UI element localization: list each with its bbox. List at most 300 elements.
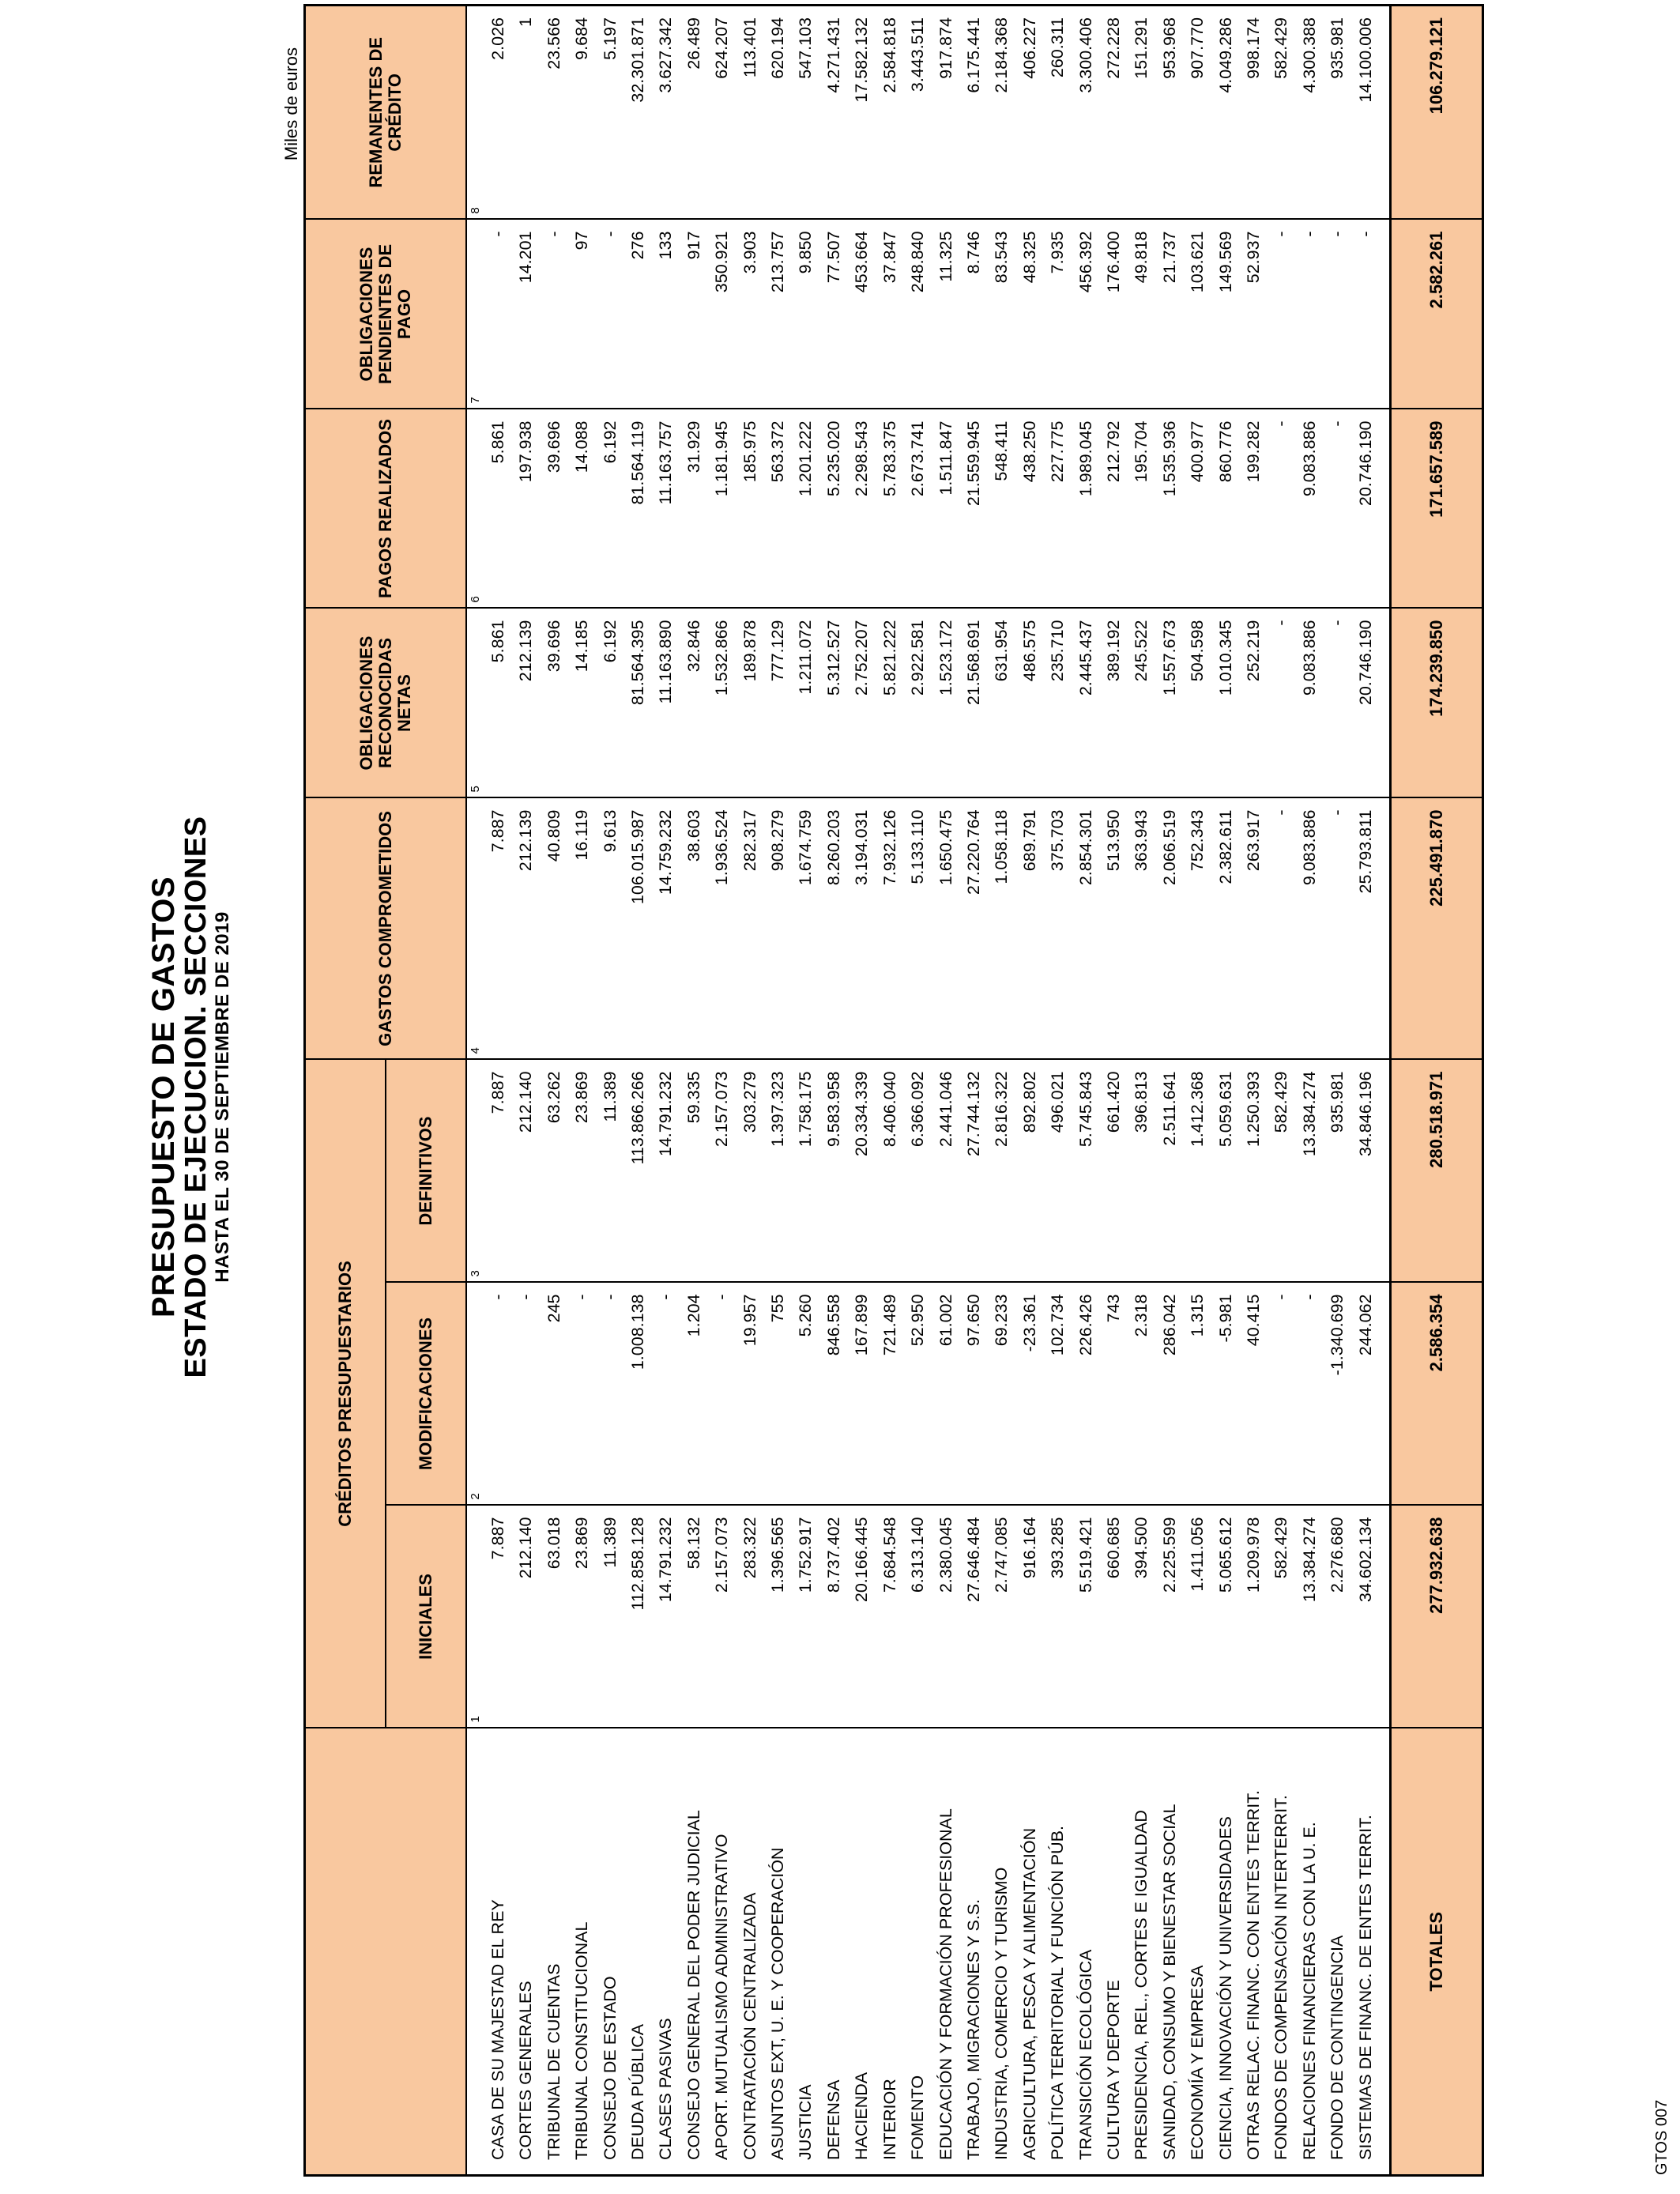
cell-iniciales: 7.684.548 <box>876 1506 904 1728</box>
cell-iniciales: 13.384.274 <box>1296 1506 1324 1728</box>
section-name: SANIDAD, CONSUMO Y BIENESTAR SOCIAL <box>1156 1728 1184 2176</box>
cell-modificaciones: 1.315 <box>1184 1283 1211 1506</box>
cell-obligaciones: - <box>1268 609 1295 798</box>
cell-obligaciones: 5.312.527 <box>820 609 848 798</box>
cell-definitivos: 2.441.046 <box>932 1060 960 1283</box>
cell-pagos: 185.975 <box>736 409 764 609</box>
totals-label: TOTALES <box>1391 1728 1483 2176</box>
cell-iniciales: 2.157.073 <box>708 1506 736 1728</box>
cell-pagos: 9.083.886 <box>1296 409 1324 609</box>
column-index <box>466 798 484 1060</box>
cell-pagos: 195.704 <box>1128 409 1155 609</box>
cell-pendientes: 14.201 <box>512 220 540 409</box>
cell-pendientes: 9.850 <box>792 220 819 409</box>
cell-gastos: 25.793.811 <box>1352 798 1391 1060</box>
table-row <box>1044 6 1072 2176</box>
cell-pagos: 31.929 <box>680 409 708 609</box>
cell-pendientes: 7.935 <box>1044 220 1072 409</box>
cell-definitivos: 23.869 <box>568 1060 596 1283</box>
cell-remanentes: 620.194 <box>764 6 792 220</box>
cell-definitivos: 212.140 <box>512 1060 540 1283</box>
cell-gastos: 8.260.203 <box>820 798 848 1060</box>
cell-remanentes: 3.300.406 <box>1072 6 1100 220</box>
cell-pagos: 548.411 <box>988 409 1015 609</box>
cell-definitivos: 14.791.232 <box>652 1060 680 1283</box>
section-name: CLASES PASIVAS <box>652 1728 680 2176</box>
cell-obligaciones: 20.746.190 <box>1352 609 1391 798</box>
column-index <box>466 409 484 609</box>
cell-iniciales: 27.646.484 <box>960 1506 988 1728</box>
document-date: HASTA EL 30 DE SEPTIEMBRE DE 2019 <box>212 911 233 1283</box>
table-row <box>904 6 932 2176</box>
section-name: TRIBUNAL DE CUENTAS <box>541 1728 568 2176</box>
cell-iniciales: 393.285 <box>1044 1506 1072 1728</box>
cell-pendientes: 97 <box>568 220 596 409</box>
column-index-1: 1 <box>469 1716 482 1723</box>
cell-obligaciones: 14.185 <box>568 609 596 798</box>
cell-modificaciones: 1.204 <box>680 1283 708 1506</box>
cell-pagos: 400.977 <box>1184 409 1211 609</box>
cell-modificaciones: 245 <box>541 1283 568 1506</box>
cell-gastos: - <box>1268 798 1295 1060</box>
cell-pendientes: 248.840 <box>904 220 932 409</box>
cell-gastos: 7.887 <box>484 798 512 1060</box>
cell-gastos: 106.015.987 <box>624 798 652 1060</box>
budget-table <box>303 4 1484 2177</box>
cell-remanentes: 9.684 <box>568 6 596 220</box>
table-row <box>764 6 792 2176</box>
table-row <box>624 6 652 2176</box>
cell-pagos: - <box>1324 409 1351 609</box>
column-index-row <box>466 6 484 2176</box>
column-index <box>466 1506 484 1728</box>
cell-obligaciones: 1.523.172 <box>932 609 960 798</box>
section-name: FONDO DE CONTINGENCIA <box>1324 1728 1351 2176</box>
cell-obligaciones: 486.575 <box>1016 609 1044 798</box>
cell-pendientes: - <box>597 220 624 409</box>
totals-gastos: 225.491.870 <box>1391 798 1483 1060</box>
totals-remanentes: 106.279.121 <box>1391 6 1483 220</box>
cell-obligaciones: 81.564.395 <box>624 609 652 798</box>
column-index-4: 4 <box>469 1047 482 1054</box>
cell-modificaciones: -23.361 <box>1016 1283 1044 1506</box>
section-name: INTERIOR <box>876 1728 904 2176</box>
cell-modificaciones: 743 <box>1100 1283 1128 1506</box>
cell-definitivos: 1.412.368 <box>1184 1060 1211 1283</box>
cell-modificaciones: - <box>1268 1283 1295 1506</box>
cell-definitivos: 6.366.092 <box>904 1060 932 1283</box>
table-row <box>792 6 819 2176</box>
cell-gastos: 1.674.759 <box>792 798 819 1060</box>
section-name: CONSEJO DE ESTADO <box>597 1728 624 2176</box>
cell-gastos: 2.382.611 <box>1212 798 1240 1060</box>
cell-gastos: 2.066.519 <box>1156 798 1184 1060</box>
cell-definitivos: 1.250.393 <box>1240 1060 1268 1283</box>
cell-pagos: 860.776 <box>1212 409 1240 609</box>
table-row <box>708 6 736 2176</box>
cell-pendientes: - <box>1352 220 1391 409</box>
cell-modificaciones: 19.957 <box>736 1283 764 1506</box>
cell-iniciales: 283.322 <box>736 1506 764 1728</box>
cell-iniciales: 2.747.085 <box>988 1506 1015 1728</box>
cell-pendientes: - <box>484 220 512 409</box>
cell-obligaciones: 11.163.890 <box>652 609 680 798</box>
cell-iniciales: 7.887 <box>484 1506 512 1728</box>
section-name: DEFENSA <box>820 1728 848 2176</box>
cell-gastos: 14.759.232 <box>652 798 680 1060</box>
cell-obligaciones: 235.710 <box>1044 609 1072 798</box>
cell-obligaciones: 1.010.345 <box>1212 609 1240 798</box>
cell-pagos: 5.861 <box>484 409 512 609</box>
cell-iniciales: 23.869 <box>568 1506 596 1728</box>
cell-remanentes: 4.300.388 <box>1296 6 1324 220</box>
cell-iniciales: 394.500 <box>1128 1506 1155 1728</box>
totals-row <box>1391 6 1483 2176</box>
cell-definitivos: 5.745.843 <box>1072 1060 1100 1283</box>
cell-gastos: 38.603 <box>680 798 708 1060</box>
cell-remanentes: 547.103 <box>792 6 819 220</box>
cell-gastos: 9.083.886 <box>1296 798 1324 1060</box>
cell-pendientes: 52.937 <box>1240 220 1268 409</box>
section-name: CORTES GENERALES <box>512 1728 540 2176</box>
section-name: AGRICULTURA, PESCA Y ALIMENTACIÓN <box>1016 1728 1044 2176</box>
cell-remanentes: 260.311 <box>1044 6 1072 220</box>
header-obligaciones: OBLIGACIONES RECONOCIDAS NETAS <box>305 609 467 798</box>
cell-definitivos: 892.802 <box>1016 1060 1044 1283</box>
cell-obligaciones: 389.192 <box>1100 609 1128 798</box>
cell-pendientes: 83.543 <box>988 220 1015 409</box>
cell-pagos: 1.989.045 <box>1072 409 1100 609</box>
cell-pendientes: - <box>541 220 568 409</box>
column-index <box>466 220 484 409</box>
cell-obligaciones: 252.219 <box>1240 609 1268 798</box>
cell-modificaciones: 755 <box>764 1283 792 1506</box>
cell-pendientes: 133 <box>652 220 680 409</box>
cell-modificaciones: -5.981 <box>1212 1283 1240 1506</box>
cell-obligaciones: 9.083.886 <box>1296 609 1324 798</box>
totals-modificaciones: 2.586.354 <box>1391 1283 1483 1506</box>
table-row <box>484 6 512 2176</box>
cell-modificaciones: 721.489 <box>876 1283 904 1506</box>
cell-gastos: 3.194.031 <box>848 798 876 1060</box>
column-index-8: 8 <box>469 207 482 214</box>
header-modificaciones: MODIFICACIONES <box>386 1283 466 1506</box>
cell-definitivos: 2.816.322 <box>988 1060 1015 1283</box>
cell-iniciales: 212.140 <box>512 1506 540 1728</box>
cell-gastos: 689.791 <box>1016 798 1044 1060</box>
cell-remanentes: 953.968 <box>1156 6 1184 220</box>
cell-obligaciones: 245.522 <box>1128 609 1155 798</box>
units-label: Miles de euros <box>281 47 301 161</box>
cell-pendientes: - <box>1268 220 1295 409</box>
section-name: INDUSTRIA, COMERCIO Y TURISMO <box>988 1728 1015 2176</box>
cell-gastos: 363.943 <box>1128 798 1155 1060</box>
cell-gastos: 375.703 <box>1044 798 1072 1060</box>
cell-pendientes: - <box>1324 220 1351 409</box>
cell-remanentes: 3.443.511 <box>904 6 932 220</box>
section-name: CONTRATACIÓN CENTRALIZADA <box>736 1728 764 2176</box>
cell-remanentes: 23.566 <box>541 6 568 220</box>
cell-iniciales: 1.209.978 <box>1240 1506 1268 1728</box>
cell-pagos: 563.372 <box>764 409 792 609</box>
cell-gastos: 7.932.126 <box>876 798 904 1060</box>
cell-pendientes: 456.392 <box>1072 220 1100 409</box>
cell-modificaciones: 1.008.138 <box>624 1283 652 1506</box>
table-row <box>652 6 680 2176</box>
cell-gastos: - <box>1324 798 1351 1060</box>
cell-obligaciones: 6.192 <box>597 609 624 798</box>
cell-modificaciones: 846.558 <box>820 1283 848 1506</box>
cell-iniciales: 660.685 <box>1100 1506 1128 1728</box>
cell-obligaciones: 5.821.222 <box>876 609 904 798</box>
table-row <box>932 6 960 2176</box>
cell-obligaciones: 2.445.437 <box>1072 609 1100 798</box>
cell-remanentes: 2.584.818 <box>876 6 904 220</box>
table-row <box>820 6 848 2176</box>
cell-definitivos: 8.406.040 <box>876 1060 904 1283</box>
cell-definitivos: 113.866.266 <box>624 1060 652 1283</box>
cell-pagos: 1.181.945 <box>708 409 736 609</box>
cell-obligaciones: 5.861 <box>484 609 512 798</box>
totals-pagos: 171.657.589 <box>1391 409 1483 609</box>
table-row <box>568 6 596 2176</box>
cell-pendientes: 103.621 <box>1184 220 1211 409</box>
section-name: EDUCACIÓN Y FORMACIÓN PROFESIONAL <box>932 1728 960 2176</box>
header-pendientes: OBLIGACIONES PENDIENTES DE PAGO <box>305 220 467 409</box>
cell-iniciales: 2.225.599 <box>1156 1506 1184 1728</box>
section-name: POLÍTICA TERRITORIAL Y FUNCIÓN PÚB. <box>1044 1728 1072 2176</box>
column-index <box>466 609 484 798</box>
cell-definitivos: 582.429 <box>1268 1060 1295 1283</box>
cell-pagos: 5.235.020 <box>820 409 848 609</box>
table-row <box>1072 6 1100 2176</box>
cell-definitivos: 20.334.339 <box>848 1060 876 1283</box>
cell-iniciales: 916.164 <box>1016 1506 1044 1728</box>
cell-modificaciones: - <box>568 1283 596 1506</box>
cell-remanentes: 907.770 <box>1184 6 1211 220</box>
cell-remanentes: 2.184.368 <box>988 6 1015 220</box>
cell-obligaciones: 777.129 <box>764 609 792 798</box>
cell-remanentes: 3.627.342 <box>652 6 680 220</box>
cell-remanentes: 26.489 <box>680 6 708 220</box>
cell-pendientes: 213.757 <box>764 220 792 409</box>
cell-gastos: 263.917 <box>1240 798 1268 1060</box>
cell-iniciales: 20.166.445 <box>848 1506 876 1728</box>
cell-obligaciones: 39.696 <box>541 609 568 798</box>
column-index <box>466 1060 484 1283</box>
cell-modificaciones: 286.042 <box>1156 1283 1184 1506</box>
cell-modificaciones: 97.650 <box>960 1283 988 1506</box>
cell-definitivos: 34.846.196 <box>1352 1060 1391 1283</box>
section-name: TRABAJO, MIGRACIONES Y S.S. <box>960 1728 988 2176</box>
cell-gastos: 212.139 <box>512 798 540 1060</box>
header-remanentes: REMANENTES DE CRÉDITO <box>305 6 467 220</box>
section-name: FOMENTO <box>904 1728 932 2176</box>
cell-pagos: 212.792 <box>1100 409 1128 609</box>
cell-pagos: 5.783.375 <box>876 409 904 609</box>
cell-iniciales: 63.018 <box>541 1506 568 1728</box>
cell-iniciales: 1.396.565 <box>764 1506 792 1728</box>
cell-iniciales: 1.752.917 <box>792 1506 819 1728</box>
cell-pagos: 1.535.936 <box>1156 409 1184 609</box>
cell-definitivos: 7.887 <box>484 1060 512 1283</box>
cell-modificaciones: -1.340.699 <box>1324 1283 1351 1506</box>
totals-pendientes: 2.582.261 <box>1391 220 1483 409</box>
cell-pagos: 199.282 <box>1240 409 1268 609</box>
cell-pendientes: 11.325 <box>932 220 960 409</box>
column-index-3: 3 <box>469 1270 482 1277</box>
cell-definitivos: 396.813 <box>1128 1060 1155 1283</box>
cell-modificaciones: - <box>484 1283 512 1506</box>
cell-remanentes: 1 <box>512 6 540 220</box>
table-row <box>1240 6 1268 2176</box>
cell-remanentes: 6.175.441 <box>960 6 988 220</box>
cell-pendientes: 276 <box>624 220 652 409</box>
cell-iniciales: 11.389 <box>597 1506 624 1728</box>
cell-obligaciones: 2.752.207 <box>848 609 876 798</box>
cell-definitivos: 661.420 <box>1100 1060 1128 1283</box>
cell-definitivos: 496.021 <box>1044 1060 1072 1283</box>
cell-pagos: 2.298.543 <box>848 409 876 609</box>
table-row <box>1352 6 1391 2176</box>
cell-pendientes: 3.903 <box>736 220 764 409</box>
cell-obligaciones: 32.846 <box>680 609 708 798</box>
totals-definitivos: 280.518.971 <box>1391 1060 1483 1283</box>
document-title: PRESUPUESTO DE GASTOS <box>146 876 181 1318</box>
cell-obligaciones: - <box>1324 609 1351 798</box>
cell-remanentes: 935.981 <box>1324 6 1351 220</box>
cell-obligaciones: 1.557.673 <box>1156 609 1184 798</box>
cell-remanentes: 17.582.132 <box>848 6 876 220</box>
section-name: RELACIONES FINANCIERAS CON LA U. E. <box>1296 1728 1324 2176</box>
header-definitivos: DEFINITIVOS <box>386 1060 466 1283</box>
header-gastos: GASTOS COMPROMETIDOS <box>305 798 467 1060</box>
index-cell-empty <box>466 1728 484 2176</box>
column-index <box>466 6 484 220</box>
cell-modificaciones: - <box>652 1283 680 1506</box>
column-index-5: 5 <box>469 786 482 793</box>
section-name: CASA DE SU MAJESTAD EL REY <box>484 1728 512 2176</box>
cell-modificaciones: 5.260 <box>792 1283 819 1506</box>
cell-definitivos: 1.397.323 <box>764 1060 792 1283</box>
cell-gastos: 752.343 <box>1184 798 1211 1060</box>
cell-definitivos: 9.583.958 <box>820 1060 848 1283</box>
cell-iniciales: 6.313.140 <box>904 1506 932 1728</box>
table-row <box>541 6 568 2176</box>
cell-modificaciones: 69.233 <box>988 1283 1015 1506</box>
totals-obligaciones: 174.239.850 <box>1391 609 1483 798</box>
cell-gastos: 2.854.301 <box>1072 798 1100 1060</box>
cell-pagos: 438.250 <box>1016 409 1044 609</box>
cell-iniciales: 582.429 <box>1268 1506 1295 1728</box>
cell-remanentes: 406.227 <box>1016 6 1044 220</box>
cell-pendientes: 48.325 <box>1016 220 1044 409</box>
cell-obligaciones: 212.139 <box>512 609 540 798</box>
cell-definitivos: 27.744.132 <box>960 1060 988 1283</box>
table-row <box>1296 6 1324 2176</box>
cell-remanentes: 4.271.431 <box>820 6 848 220</box>
document-subtitle: ESTADO DE EJECUCION. SECCIONES <box>179 816 213 1378</box>
column-index <box>466 1283 484 1506</box>
cell-definitivos: 5.059.631 <box>1212 1060 1240 1283</box>
cell-gastos: 16.119 <box>568 798 596 1060</box>
cell-remanentes: 32.301.871 <box>624 6 652 220</box>
table-row <box>1016 6 1044 2176</box>
cell-modificaciones: 40.415 <box>1240 1283 1268 1506</box>
section-name: CONSEJO GENERAL DEL PODER JUDICIAL <box>680 1728 708 2176</box>
table-row <box>988 6 1015 2176</box>
cell-definitivos: 59.335 <box>680 1060 708 1283</box>
cell-remanentes: 2.026 <box>484 6 512 220</box>
header-section <box>305 1728 467 2176</box>
table-row <box>876 6 904 2176</box>
cell-remanentes: 4.049.286 <box>1212 6 1240 220</box>
header-iniciales: INICIALES <box>386 1506 466 1728</box>
section-name: ASUNTOS EXT, U. E. Y COOPERACIÓN <box>764 1728 792 2176</box>
cell-definitivos: 2.157.073 <box>708 1060 736 1283</box>
cell-obligaciones: 1.532.866 <box>708 609 736 798</box>
section-name: DEUDA PÚBLICA <box>624 1728 652 2176</box>
table-row <box>960 6 988 2176</box>
cell-remanentes: 113.401 <box>736 6 764 220</box>
cell-pagos: 20.746.190 <box>1352 409 1391 609</box>
cell-remanentes: 5.197 <box>597 6 624 220</box>
cell-pendientes: 453.664 <box>848 220 876 409</box>
section-name: FONDOS DE COMPENSACIÓN INTERTERRIT. <box>1268 1728 1295 2176</box>
cell-pagos: 11.163.757 <box>652 409 680 609</box>
cell-modificaciones: 52.950 <box>904 1283 932 1506</box>
table-body <box>466 6 1391 2176</box>
cell-iniciales: 14.791.232 <box>652 1506 680 1728</box>
cell-pagos: - <box>1268 409 1295 609</box>
table-row <box>1268 6 1295 2176</box>
table-row <box>1184 6 1211 2176</box>
cell-definitivos: 11.389 <box>597 1060 624 1283</box>
table-row <box>597 6 624 2176</box>
table-row <box>1212 6 1240 2176</box>
table-row <box>1156 6 1184 2176</box>
cell-obligaciones: 21.568.691 <box>960 609 988 798</box>
section-name: SISTEMAS DE FINANC. DE ENTES TERRIT. <box>1352 1728 1391 2176</box>
section-name: HACIENDA <box>848 1728 876 2176</box>
cell-iniciales: 2.380.045 <box>932 1506 960 1728</box>
cell-pendientes: 350.921 <box>708 220 736 409</box>
cell-iniciales: 5.519.421 <box>1072 1506 1100 1728</box>
cell-iniciales: 5.065.612 <box>1212 1506 1240 1728</box>
section-name: TRANSICIÓN ECOLÓGICA <box>1072 1728 1100 2176</box>
cell-definitivos: 2.511.641 <box>1156 1060 1184 1283</box>
cell-definitivos: 63.262 <box>541 1060 568 1283</box>
cell-pagos: 21.559.945 <box>960 409 988 609</box>
cell-gastos: 282.317 <box>736 798 764 1060</box>
cell-modificaciones: 244.062 <box>1352 1283 1391 1506</box>
cell-gastos: 9.613 <box>597 798 624 1060</box>
table-row <box>848 6 876 2176</box>
cell-modificaciones: - <box>512 1283 540 1506</box>
table-row <box>512 6 540 2176</box>
cell-pendientes: 176.400 <box>1100 220 1128 409</box>
table-row <box>1324 6 1351 2176</box>
cell-gastos: 5.133.110 <box>904 798 932 1060</box>
header-creditos-group: CRÉDITOS PRESUPUESTARIOS <box>305 1060 386 1728</box>
column-index-7: 7 <box>469 397 482 404</box>
cell-modificaciones: - <box>1296 1283 1324 1506</box>
cell-pagos: 14.088 <box>568 409 596 609</box>
cell-gastos: 1.650.475 <box>932 798 960 1060</box>
cell-gastos: 908.279 <box>764 798 792 1060</box>
section-name: PRESIDENCIA, REL., CORTES E IGUALDAD <box>1128 1728 1155 2176</box>
cell-pagos: 6.192 <box>597 409 624 609</box>
